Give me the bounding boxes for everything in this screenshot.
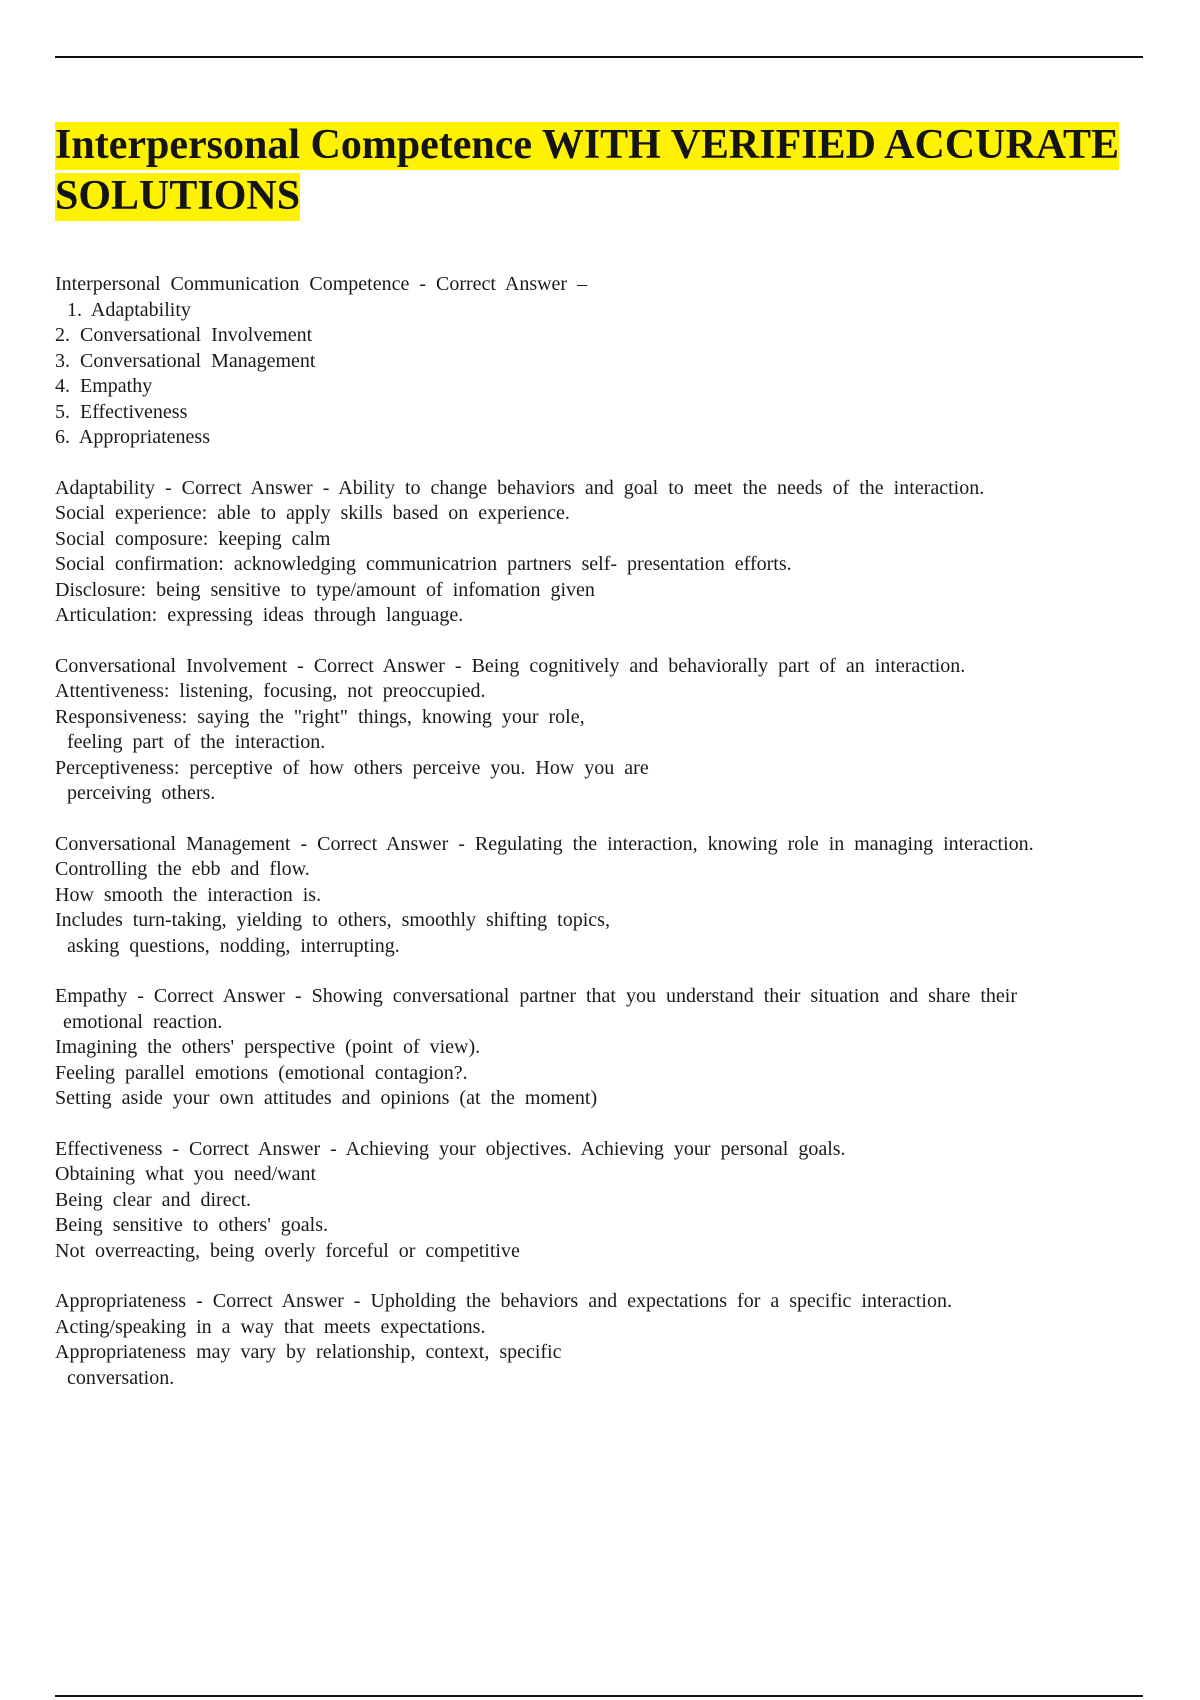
section-line: Social composure: keeping calm [55, 527, 331, 550]
list-item: 4. Empathy [55, 375, 153, 397]
section-line: Acting/speaking in a way that meets expectations. [55, 1315, 486, 1338]
section-line: Responsiveness: saying the "right" things, knowing your role, [55, 705, 585, 728]
section-heading: Conversational Involvement - Correct Answer - Being cognitively and behaviorally part of an interaction. [55, 654, 966, 677]
section-line: How smooth the interaction is. [55, 883, 322, 906]
section-line: Includes turn-taking, yielding to others, smoothly shifting topics, [55, 909, 610, 931]
section-line: perceiving others. [67, 782, 216, 804]
effectiveness-section [55, 1137, 1165, 1265]
involvement-section [55, 654, 1165, 807]
section-line: Articulation: expressing ideas through language. [55, 604, 464, 626]
section-line: Setting aside your own attitudes and opinions (at the moment) [55, 1087, 598, 1109]
section-line: emotional reaction. [63, 1010, 223, 1033]
section-heading: Appropriateness - Correct Answer - Upholding the behaviors and expectations for a specific interaction. [55, 1290, 952, 1312]
section-heading: Adaptability - Correct Answer - Ability to change behaviors and goal to meet the needs of the interaction. [55, 476, 985, 499]
section-line: Appropriateness may vary by relationship, context, specific [55, 1341, 562, 1363]
section-heading: Empathy - Correct Answer - Showing conversational partner that you understand their situation and share their [55, 985, 1017, 1007]
adaptability-section [55, 476, 1165, 629]
list-item: 1. Adaptability [67, 298, 191, 321]
list-item: 2. Conversational Involvement [55, 324, 313, 346]
section-line: Perceptiveness: perceptive of how others perceive you. How you are [55, 756, 649, 779]
list-item: 3. Conversational Management [55, 349, 316, 372]
list-item: 6. Appropriateness [55, 426, 210, 448]
section-line: Obtaining what you need/want [55, 1163, 317, 1185]
appropriateness-section [55, 1289, 1165, 1391]
section-line: Disclosure: being sensitive to type/amount of infomation given [55, 578, 595, 601]
page-title [55, 120, 1175, 222]
title-line-1: Interpersonal Competence WITH VERIFIED ACCURATE [55, 122, 1120, 168]
bottom-rule [55, 1695, 1143, 1697]
section-line: Being sensitive to others' goals. [55, 1214, 329, 1236]
management-section [55, 832, 1165, 960]
title-highlight [55, 122, 1119, 221]
section-line: Social confirmation: acknowledging communicatrion partners self- presentation efforts. [55, 553, 792, 575]
section-line: conversation. [67, 1366, 175, 1389]
section-heading: Conversational Management - Correct Answer - Regulating the interaction, knowing role in managing interaction. [55, 832, 1034, 855]
section-line: Attentiveness: listening, focusing, not preoccupied. [55, 680, 486, 702]
section-line: Being clear and direct. [55, 1188, 252, 1211]
document-body [55, 272, 1165, 1416]
section-line: Controlling the ebb and flow. [55, 858, 310, 880]
title-line-2: SOLUTIONS [55, 173, 301, 219]
section-line: feeling part of the interaction. [67, 731, 326, 753]
list-item: 5. Effectiveness [55, 400, 188, 423]
empathy-section [55, 984, 1165, 1112]
section-line: Feeling parallel emotions (emotional contagion?. [55, 1061, 468, 1084]
section-line: asking questions, nodding, interrupting. [67, 934, 400, 957]
section-heading: Effectiveness - Correct Answer - Achieving your objectives. Achieving your personal goals. [55, 1137, 846, 1160]
section-line: Imagining the others' perspective (point of view). [55, 1036, 481, 1058]
top-rule [55, 56, 1143, 58]
section-line: Social experience: able to apply skills based on experience. [55, 502, 570, 524]
intro-heading: Interpersonal Communication Competence - Correct Answer – [55, 273, 588, 295]
section-line: Not overreacting, being overly forceful or competitive [55, 1239, 520, 1262]
intro-block [55, 272, 1165, 451]
